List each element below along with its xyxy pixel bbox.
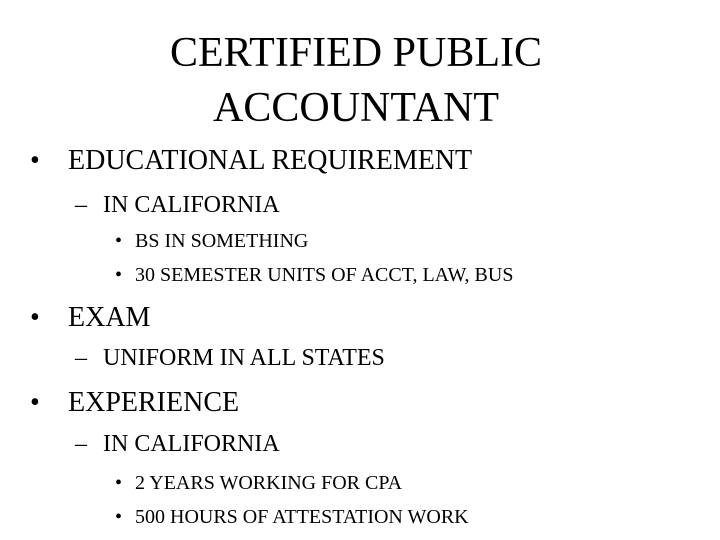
bullet-dot-icon: • <box>30 145 40 176</box>
title-line-1: CERTIFIED PUBLIC <box>170 30 542 76</box>
sub-item-in-california <box>75 192 280 219</box>
sub-sub-item-text: 30 SEMESTER UNITS OF ACCT, LAW, BUS <box>135 264 514 286</box>
sub-item-text: IN CALIFORNIA <box>103 192 280 218</box>
dash-icon: – <box>75 345 87 371</box>
bullet-dot-icon: • <box>115 506 123 528</box>
sub-sub-item-text: 2 YEARS WORKING FOR CPA <box>135 472 403 494</box>
sub-sub-item-text: BS IN SOMETHING <box>135 230 309 252</box>
bullet-dot-icon: • <box>115 472 123 494</box>
dash-icon: – <box>75 192 87 218</box>
dash-icon: – <box>75 431 87 457</box>
sub-item-in-california <box>75 431 280 458</box>
bullet-item-educational-requirement <box>30 145 472 177</box>
sub-item-uniform <box>75 345 385 372</box>
sub-sub-item-two-years <box>115 472 402 495</box>
sub-sub-item-semester-units <box>115 264 513 287</box>
bullet-text: EXAM <box>68 302 151 333</box>
bullet-text: EXPERIENCE <box>68 387 240 418</box>
bullet-dot-icon: • <box>115 230 123 252</box>
sub-sub-item-text: 500 HOURS OF ATTESTATION WORK <box>135 506 469 528</box>
bullet-dot-icon: • <box>30 302 40 333</box>
sub-item-text: IN CALIFORNIA <box>103 431 280 457</box>
title-line-2: ACCOUNTANT <box>213 85 499 131</box>
bullet-dot-icon: • <box>115 264 123 286</box>
bullet-text: EDUCATIONAL REQUIREMENT <box>68 145 473 176</box>
bullet-dot-icon: • <box>30 387 40 418</box>
bullet-item-experience <box>30 387 239 419</box>
sub-sub-item-attestation <box>115 506 469 529</box>
sub-sub-item-bs <box>115 230 308 253</box>
sub-item-text: UNIFORM IN ALL STATES <box>103 345 385 371</box>
bullet-item-exam <box>30 302 150 334</box>
slide-title <box>0 26 712 136</box>
